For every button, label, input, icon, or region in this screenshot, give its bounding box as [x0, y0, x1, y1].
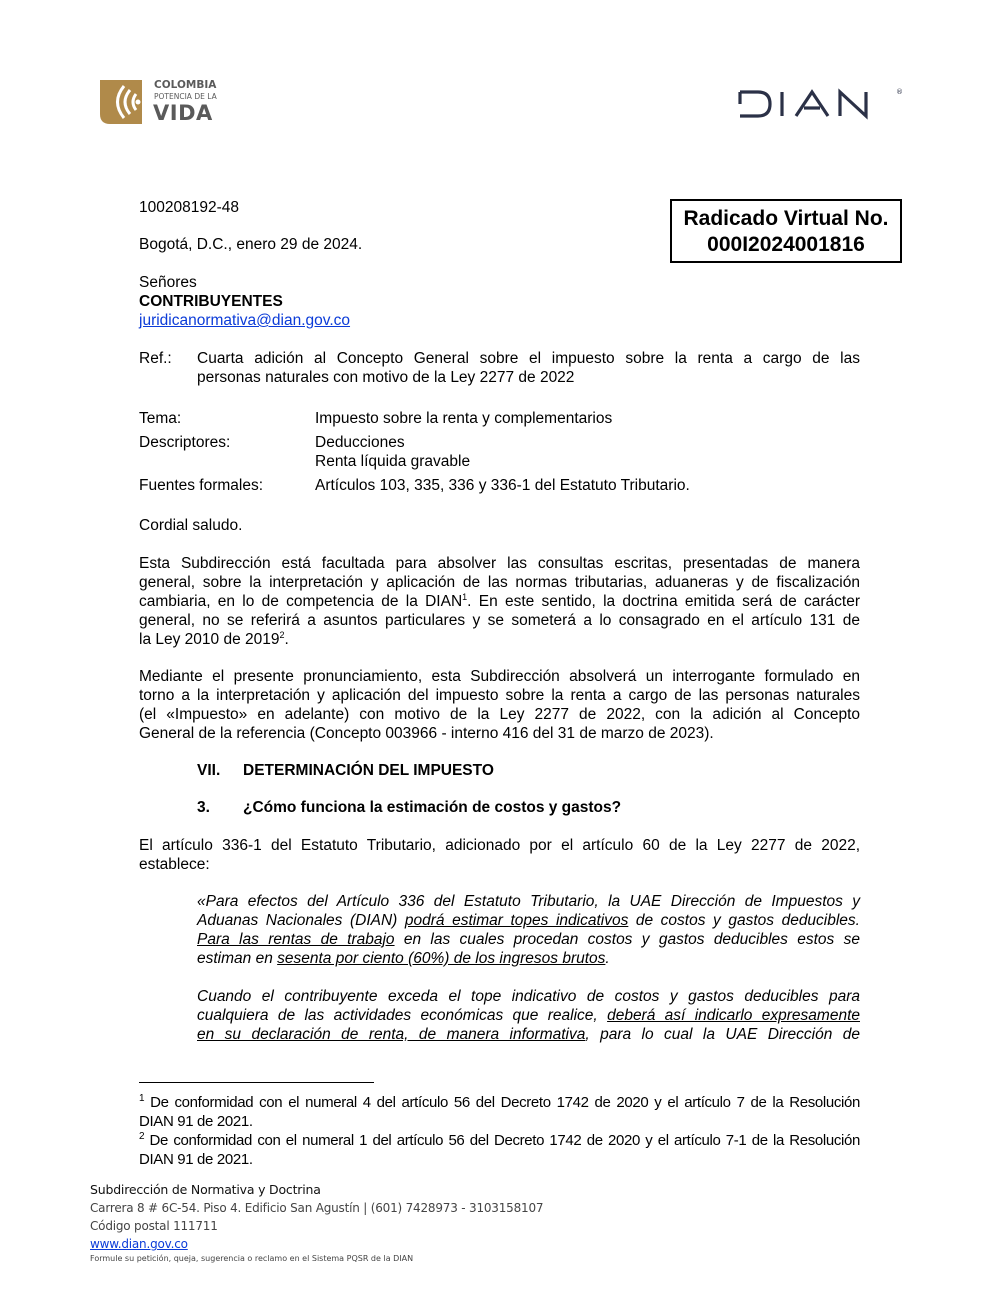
footnote-2 [139, 1131, 860, 1169]
radicado-box [670, 199, 902, 263]
tema-label: Tema: [139, 410, 182, 427]
paragraph-2 [139, 667, 860, 743]
footnote-line: DIAN 91 de 2021. [139, 1113, 253, 1130]
footnote-line [139, 1093, 860, 1112]
quote-line: «Para efectos del Artículo 336 del Estatuto Tributario, la UAE Dirección de Impuestos y [197, 893, 860, 910]
quote-underlined-text: en su declaración de renta, de manera informativa [197, 1026, 586, 1043]
paragraph-1-text: cambiaria, en lo de competencia de la DIAN [139, 593, 463, 610]
quote-line [197, 1025, 860, 1044]
ref-line-2: personas naturales con motivo de la Ley 2277 de 2022 [197, 369, 575, 386]
quote-underlined-text: Para las rentas de trabajo [197, 931, 395, 948]
quote-paragraph-2 [197, 987, 860, 1044]
logo-potencia-text: POTENCIA DE LA [154, 92, 217, 101]
quote-paragraph-1 [197, 892, 860, 968]
ref-label: Ref.: [139, 350, 172, 367]
quote-text: de costos y gastos deducibles. [628, 912, 860, 929]
quote-line [197, 930, 860, 949]
section-number: VII. [197, 762, 221, 779]
footnote-text: De conformidad con el numeral 1 del artículo 56 del Decreto 1742 de 2020 y el artículo 7-1 de la Resolución [144, 1132, 860, 1149]
quote-line [197, 911, 860, 930]
footnote-text: De conformidad con el numeral 4 del artículo 56 del Decreto 1742 de 2020 y el artículo 7 de la Resolución [144, 1094, 860, 1111]
place-date: Bogotá, D.C., enero 29 de 2024. [139, 236, 363, 253]
footnote-number: 2 [139, 1131, 145, 1142]
descriptor-2: Renta líquida gravable [315, 453, 471, 470]
logo-vida-text: VIDA [153, 101, 213, 125]
footnote-ref-1: 1 [462, 591, 468, 602]
footer-address: Carrera 8 # 6C-54. Piso 4. Edificio San Agustín | (601) 7428973 - 3103158107 [90, 1201, 544, 1215]
descriptor-1: Deducciones [315, 434, 405, 451]
tema-value: Impuesto sobre la renta y complementarios [315, 410, 613, 427]
paragraph-1-text: . En este sentido, la doctrina emitida será de carácter [467, 593, 860, 610]
paragraph-1 [139, 554, 860, 649]
document-number: 100208192-48 [139, 199, 239, 216]
logo-colombia-text: COLOMBIA [154, 79, 217, 91]
footer-title: Subdirección de Normativa y Doctrina [90, 1182, 321, 1197]
footnote-1 [139, 1093, 860, 1131]
paragraph-1-line: Esta Subdirección está facultada para absolver las consultas escritas, presentadas de manera [139, 555, 860, 572]
footnote-line: DIAN 91 de 2021. [139, 1151, 253, 1168]
quote-text: , para lo cual la UAE Dirección de [585, 1026, 860, 1043]
footer-pqsr-note: Formule su petición, queja, sugerencia o reclamo en el Sistema PQSR de la DIAN [90, 1254, 414, 1263]
paragraph-1-text: . [284, 631, 289, 648]
footer-website-link[interactable]: www.dian.gov.co [90, 1237, 188, 1251]
registered-mark: ® [896, 88, 903, 96]
ref-line-1: Cuarta adición al Concepto General sobre el impuesto sobre la renta a cargo de las [197, 350, 860, 367]
question-title: ¿Cómo funciona la estimación de costos y gastos? [243, 799, 622, 816]
paragraph-2-line: Mediante el presente pronunciamiento, esta Subdirección absolverá un interrogante formulado en [139, 668, 860, 685]
footnote-separator [139, 1082, 374, 1083]
paragraph-1-line: general, no se referirá a asuntos particulares y se someterá a lo consagrado en el artículo 131 de [139, 612, 860, 629]
fuentes-value: Artículos 103, 335, 336 y 336-1 del Estatuto Tributario. [315, 477, 690, 494]
footnote-line [139, 1131, 860, 1150]
fuentes-label: Fuentes formales: [139, 477, 264, 494]
quote-text: . [605, 950, 610, 967]
descriptores-label: Descriptores: [139, 434, 231, 451]
radicado-number: 000I2024001816 [707, 233, 865, 256]
recipient-email-link[interactable]: juridicanormativa@dian.gov.co [139, 312, 351, 329]
quote-underlined-text: podrá estimar topes indicativos [404, 912, 629, 929]
section-title: DETERMINACIÓN DEL IMPUESTO [243, 762, 494, 779]
quote-text: cualquiera de las actividades económicas que realice, [197, 1007, 608, 1024]
quote-line [197, 949, 860, 968]
quote-line [197, 1006, 860, 1025]
paragraph-2-line: (el «Impuesto» en adelante) con motivo de la Ley 2277 de 2022, con la adición al Concepto [139, 706, 860, 723]
paragraph-1-line: general, sobre la interpretación y aplicación de las normas tributarias, aduaneras y de fiscalización [139, 574, 860, 591]
quote-text: estiman en [197, 950, 278, 967]
footer-postal-code: Código postal 111711 [90, 1219, 218, 1233]
footnote-ref-2: 2 [279, 629, 285, 640]
quote-text: Aduanas Nacionales (DIAN) [197, 912, 405, 929]
recipient: CONTRIBUYENTES [139, 293, 283, 310]
quote-text: en las cuales procedan costos y gastos deducibles estos se [394, 931, 860, 948]
paragraph-3-line: establece: [139, 856, 210, 873]
radicado-label: Radicado Virtual No. [683, 207, 889, 230]
salutation: Señores [139, 274, 197, 291]
paragraph-1-line [139, 630, 860, 649]
quote-line: Cuando el contribuyente exceda el tope indicativo de costos y gastos deducibles para [197, 988, 860, 1005]
greeting: Cordial saludo. [139, 517, 243, 534]
dian-logo [736, 84, 906, 124]
quote-underlined-text: sesenta por ciento (60%) de los ingresos brutos [277, 950, 606, 967]
footnote-number: 1 [139, 1093, 145, 1104]
paragraph-3-line: El artículo 336-1 del Estatuto Tributario, adicionado por el artículo 60 de la Ley 2277 de 2022, [139, 837, 860, 854]
quote-underlined-text: deberá así indicarlo expresamente [607, 1007, 860, 1024]
paragraph-1-text: la Ley 2010 de 2019 [139, 631, 280, 648]
dian-wordmark-icon [736, 84, 906, 124]
colombia-potencia-de-la-vida-logo [96, 76, 236, 128]
paragraph-1-line [139, 592, 860, 611]
paragraph-3 [139, 836, 860, 874]
paragraph-2-line: torno a la interpretación y aplicación del impuesto sobre la renta a cargo de las personas naturales [139, 687, 860, 704]
paragraph-2-line: General de la referencia (Concepto 003966 - interno 416 del 31 de marzo de 2023). [139, 725, 714, 742]
question-number: 3. [197, 799, 210, 816]
